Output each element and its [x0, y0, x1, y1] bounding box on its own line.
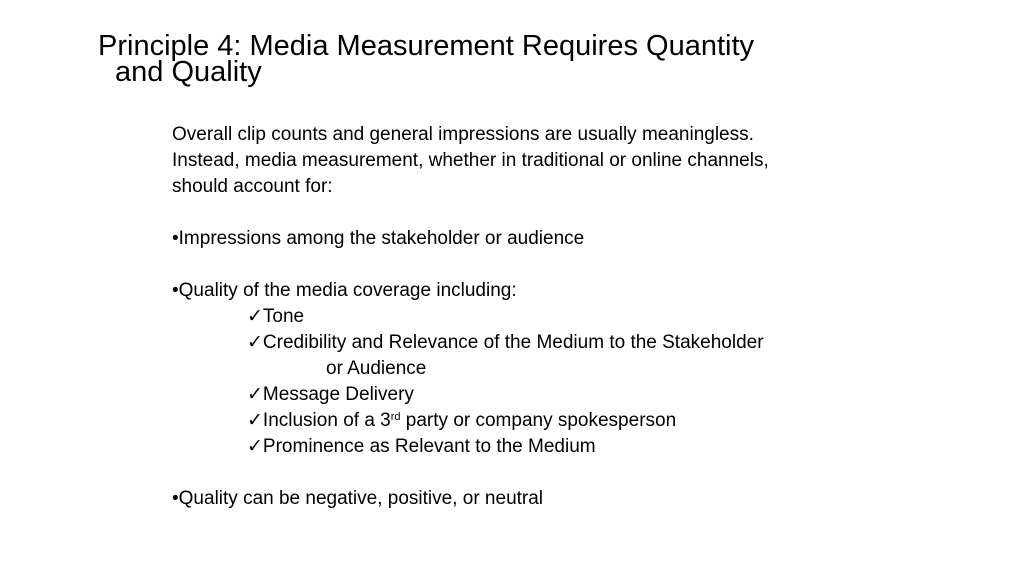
intro-line-2: Instead, media measurement, whether in traditional or online channels,: [172, 150, 769, 171]
slide-title: [98, 26, 898, 88]
slide-title-line-1: Principle 4: Media Measurement Requires Quantity: [98, 30, 755, 62]
check-item-label: Prominence as Relevant to the Medium: [262, 436, 596, 457]
slide-title-line-2: and Quality: [115, 56, 262, 88]
spacer: [172, 460, 872, 486]
bullet-impressions: •Impressions among the stakeholder or audience: [172, 228, 585, 249]
check-item-credibility: [172, 330, 872, 356]
ordinal-superscript: rd: [390, 410, 401, 423]
checkmark-icon: ✓: [247, 332, 263, 353]
intro-line-3: should account for:: [172, 176, 333, 197]
check-item-tone: [172, 304, 872, 330]
slide-body: [172, 122, 872, 512]
check-item-credibility-continued: or Audience: [326, 358, 427, 379]
check-item-spokesperson: [172, 408, 872, 434]
check-item-label-end: party or company spokesperson: [400, 410, 677, 431]
bullet-quality-sentiment: •Quality can be negative, positive, or neutral: [172, 488, 544, 509]
spacer: [172, 200, 872, 226]
check-item-label: Message Delivery: [262, 384, 414, 405]
check-item-prominence: [172, 434, 872, 460]
checkmark-icon: ✓: [247, 410, 263, 431]
intro-line-1: Overall clip counts and general impressions are usually meaningless.: [172, 124, 754, 145]
checkmark-icon: ✓: [247, 306, 263, 327]
checkmark-icon: ✓: [247, 384, 263, 405]
checkmark-icon: ✓: [247, 436, 263, 457]
check-item-label: Tone: [262, 306, 305, 327]
bullet-quality-coverage: •Quality of the media coverage including:: [172, 280, 517, 301]
check-item-label-start: Inclusion of a 3: [262, 410, 391, 431]
check-item-label: Credibility and Relevance of the Medium to the Stakeholder: [262, 332, 764, 353]
check-item-message-delivery: [172, 382, 872, 408]
spacer: [172, 252, 872, 278]
